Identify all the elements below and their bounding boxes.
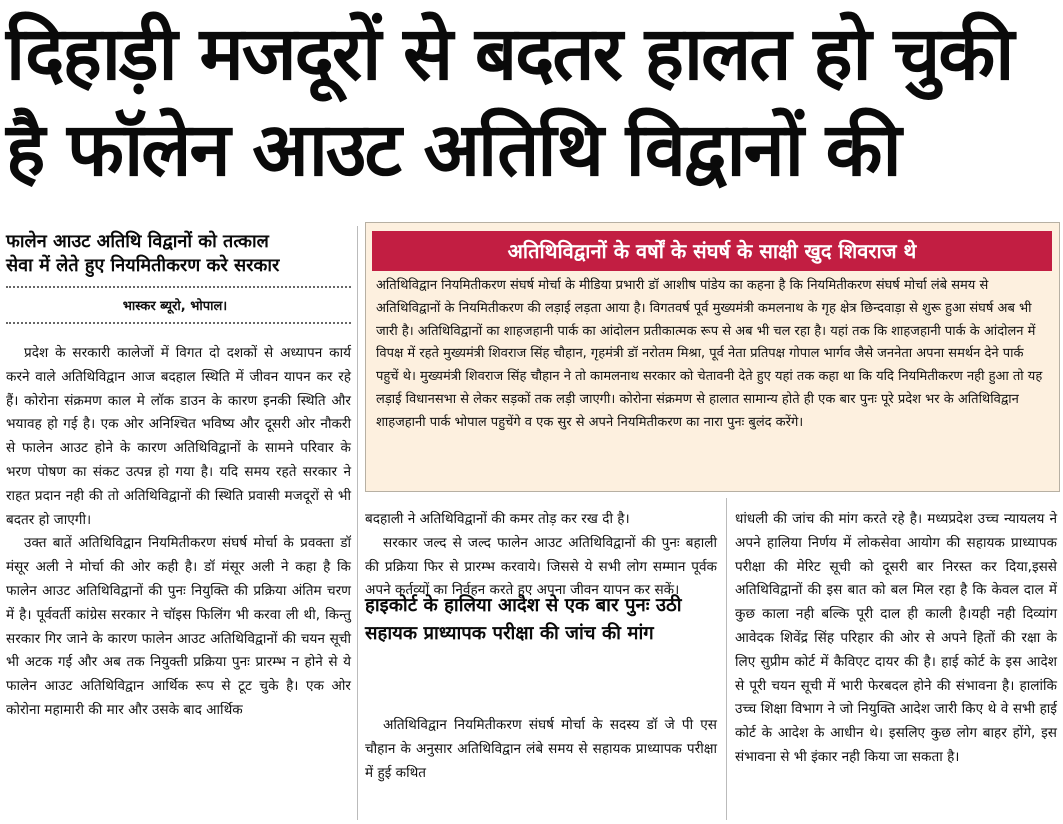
divider-rule-top [6, 286, 351, 288]
boxed-story [365, 222, 1060, 492]
headline-line-2: है फॉलेन आउट अतिथि विद्वानों की [6, 107, 900, 193]
sub-headline-line-1: फालेन आउट अतिथि विद्वानों को तत्काल [6, 231, 269, 252]
column-divider-2 [726, 498, 727, 820]
col3-paragraph-1: धांधली की जांच की मांग करते रहे है। मध्यप्रदेश उच्च न्यायलय ने अपने हालिया निर्णय में लोकसेवा आयोग की सहायक प्राध्यापक परीक्षा की मेरिट सूची को दूसरी बार निरस्त कर दिया,इससे अतिथिविद्वानों की इस बात को बल मिल रहा है कि केवल दाल में कुछ काला नही बल्कि पूरी दाल ही काली है।यही नही दिव्यांग आवेदक शिवेंद्र सिंह परिहार की ओर से अपने हितों की रक्षा के लिए सुप्रीम कोर्ट में कैविएट दायर की है। हाई कोर्ट के इस आदेश से पूरी चयन सूची में भारी फेरबदल होने की संभावना है। हालांकि उच्च शिक्षा विभाग ने जो नियुक्ति आदेश जारी किए थे वे सभी हाई कोर्ट के आदेश के आधीन थे। इसलिए कुछ लोग बाहर होंगे, इस संभावना से भी इंकार नही किया जा सकता है। [735, 511, 1057, 765]
boxed-story-paragraph: अतिथिविद्वान नियमितीकरण संघर्ष मोर्चा के मीडिया प्रभारी डॉ आशीष पांडेय का कहना है कि नियमितीकरण संघर्ष मोर्चा लंबे समय से अतिथिविद्वानों के नियमितीकरण की लड़ाई लड़ता आया है। विगतवर्ष पूर्व मुख्यमंत्री कमलनाथ के गृह क्षेत्र छिन्दवाड़ा से शुरू हुआ संघर्ष अब भी जारी है। अतिथिविद्वानों का शाहजहानी पार्क का आंदोलन प्रतीकात्मक रूप से अब भी चल रहा है। यहां तक कि शाहजहानी पार्क के आंदोलन में विपक्ष में रहते मुख्यमंत्री शिवराज सिंह चौहान, गृहमंत्री डॉ नरोतम मिश्रा, पूर्व नेता प्रतिपक्ष गोपाल भार्गव जैसे जननेता अपना समर्थन देने पार्क पहुचें थे। मुख्यमंत्री शिवराज सिंह चौहान ने तो कामलनाथ सरकार को चेतावनी देते हुए यहां तक कहा था कि यदि नियमितीकरण नही हुआ तो यह लड़ाई विधानसभा से लेकर सड़कों तक लड़ी जाएगी। कोरोना संक्रमण से हालात सामान्य होते ही एक बार पुनः पूरे प्रदेश भर के अतिथिविद्वान शाहजहानी पार्क भोपाल पहुचेंगे व एक सुर से अपने नियमितीकरण का नारा पुनः बुलंद करेंगे। [376, 278, 1043, 430]
court-subheading: हाइकोर्ट के हालिया आदेश से एक बार पुनः उठी सहायक प्राध्यापक परीक्षा की जांच की मांग [365, 595, 682, 644]
boxed-story-banner: अतिथिविद्वानों के वर्षों के संघर्ष के साक्षी खुद शिवराज थे [372, 231, 1052, 271]
col2-paragraph-2: सरकार जल्द से जल्द फालेन आउट अतिथिविद्वानों की पुनः बहाली की प्रक्रिया फिर से प्रारम्भ करवाये। जिससे ये सभी लोग सम्मान पूर्वक अपने कर्तव्यों का निर्वहन करते हुए अपना जीवन यापन कर सकें। [365, 534, 717, 599]
col2-paragraph-3: अतिथिविद्वान नियमितीकरण संघर्ष मोर्चा के सदस्य डॉ जे पी एस चौहान के अनुसार अतिथिविद्वान लंबे समय से सहायक प्राध्यापक परीक्षा में हुई कथित [365, 717, 717, 781]
headline [6, 6, 1056, 198]
col1-paragraph-1: प्रदेश के सरकारी कालेजों में विगत दो दशकों से अध्यापन कार्य करने वाले अतिथिविद्वान आज बदहाल स्थिति में जीवन यापन कर रहे हैं। कोरोना संक्रमण काल मे लॉक डाउन के कारण इनकी स्थिति और भयावह हो गई है। एक ओर अनिश्चित भविष्य और दूसरी ओर नौकरी से फालेन आउट होने के कारण अतिथिविद्वानों के सामने परिवार के भरण पोषण का संकट उत्पन्न हो गया है। यदि समय रहते सरकार ने राहत प्रदान नही की तो अतिथिविद्वानों की स्थिति प्रवासी मजदूरों से भी बदतर हो जाएगी। [6, 345, 351, 528]
boxed-story-body [376, 275, 1048, 435]
col2-paragraph-1: बदहाली ने अतिथिविद्वानों की कमर तोड़ कर रख दी है। [365, 511, 630, 527]
col1-paragraph-2: उक्त बातें अतिथिविद्वान नियमितीकरण संघर्ष मोर्चा के प्रवक्ता डॉ मंसूर अली ने मोर्चा की ओर कही है। डॉ मंसूर अली ने कहा है कि फालेन आउट अतिथिविद्वानों की पुनः नियुक्ति की प्रक्रिया अंतिम चरण में है। पूर्ववर्ती कांग्रेस सरकार ने चॉइस फिलिंग भी करवा ली थी, किन्तु सरकार गिर जाने के कारण फालेन आउट अतिथिविद्वानों की चयन सूची भी अटक गई और अब तक नियुक्ती प्रक्रिया पुनः प्रारम्भ न होने से ये फालेन आउट अतिथिविद्वान आर्थिक रूप से टूट चुके है। एक ओर कोरोना महामारी की मार और उसके बाद आर्थिक [6, 535, 351, 718]
byline: भास्कर ब्यूरो, भोपाल। [122, 299, 228, 314]
headline-line-1: दिहाड़ी मजदूरों से बदतर हालत हो चुकी [6, 11, 1013, 97]
article-column-3 [735, 508, 1057, 770]
article-column-1 [6, 342, 351, 723]
article-column-2-top [365, 508, 717, 603]
divider-rule-bottom [6, 322, 351, 324]
sub-headline [6, 230, 346, 278]
sub-headline-line-2: सेवा में लेते हुए नियमितीकरण करे सरकार [6, 255, 280, 276]
article-column-2-bottom [365, 714, 717, 785]
column-divider-1 [357, 226, 358, 820]
